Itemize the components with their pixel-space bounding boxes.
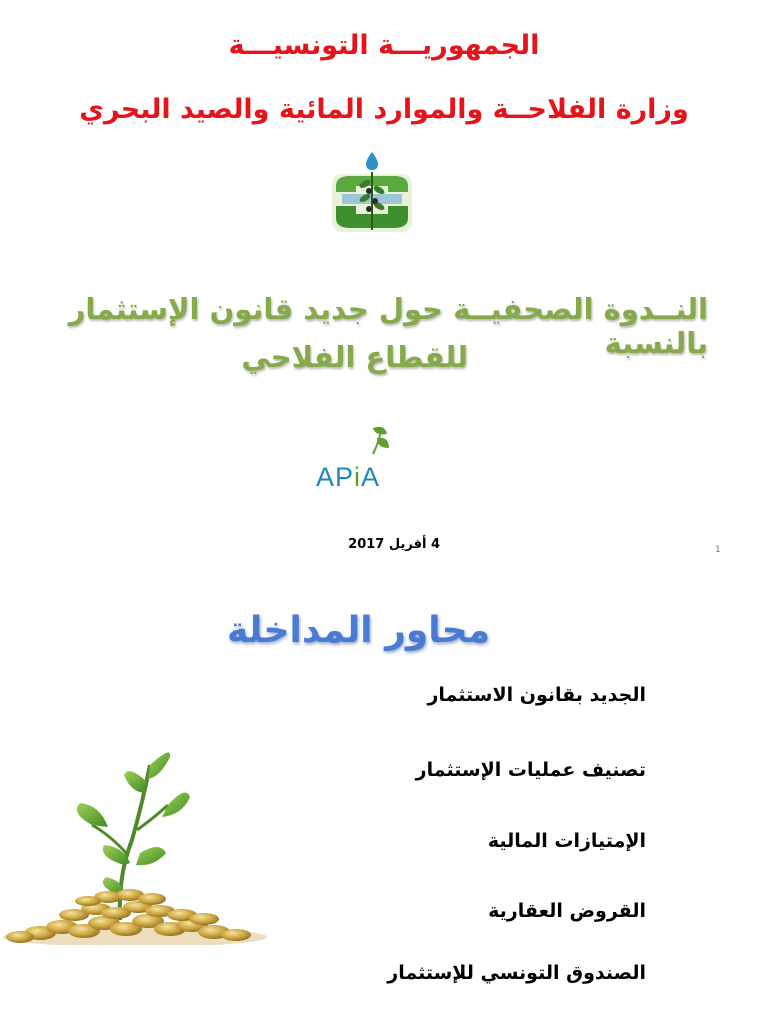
- axis-item: تصنيف عمليات الإستثمار: [415, 759, 646, 781]
- axis-item: الإمتيازات المالية: [487, 830, 646, 852]
- plant-growing-from-coins-icon: [0, 745, 270, 945]
- seminar-title-line2: للقطاع الفلاحي: [241, 340, 468, 374]
- axis-item: القروض العقارية: [488, 900, 646, 922]
- page-number: 1: [715, 545, 721, 555]
- date: 4 أفريل 2017: [348, 537, 440, 552]
- axis-item: الصندوق التونسي للإستثمار: [387, 962, 646, 984]
- apia-text-i: i: [354, 462, 362, 492]
- country-title: الجمهوريـــة التونسيـــة: [228, 30, 540, 61]
- apia-logo-text: [316, 462, 380, 493]
- axis-item: الجديد بقانون الاستثمار: [427, 684, 646, 706]
- olive-branch-emblem-icon: [322, 146, 422, 236]
- ministry-title: وزارة الفلاحــة والموارد المائية والصيد البحري: [79, 94, 689, 125]
- apia-text-ap: AP: [316, 462, 355, 492]
- apia-text-a: A: [361, 462, 381, 492]
- axes-title: محاور المداخلة: [227, 610, 490, 651]
- seminar-title-line1: النــدوة الصحفيــة حول جديد قانون الإستثمار بالنسبة: [68, 292, 708, 360]
